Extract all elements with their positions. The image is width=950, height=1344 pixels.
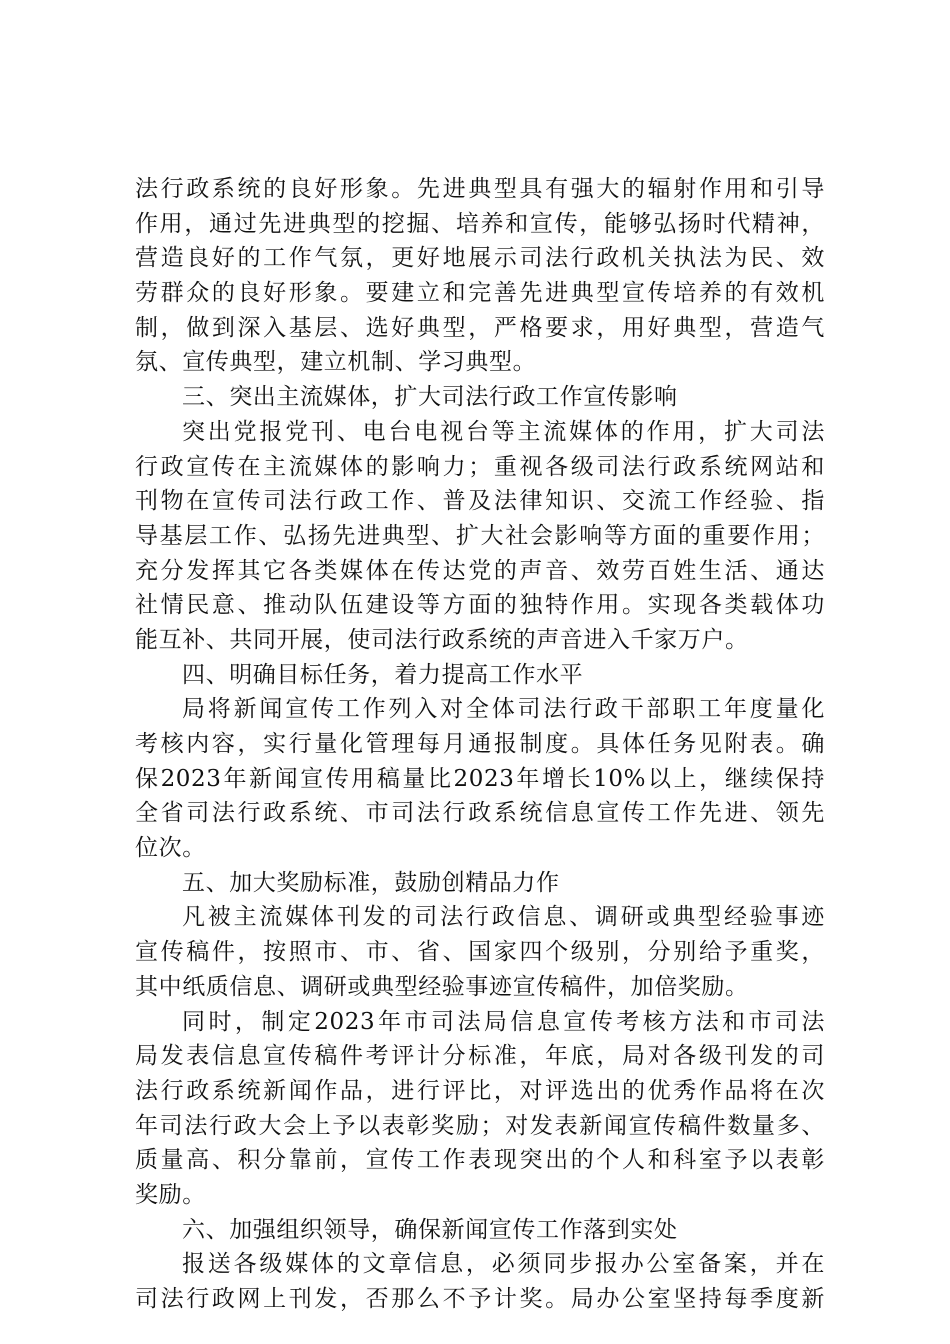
paragraph-line: 制，做到深入基层、选好典型，严格要求，用好典型，营造气 [135, 314, 825, 341]
paragraph-first-line: 突出党报党刊、电台电视台等主流媒体的作用，扩大司法 [182, 418, 825, 445]
paragraph-last-line: 位次。 [135, 835, 206, 862]
paragraph-line: 营造良好的工作气氛，更好地展示司法行政机关执法为民、效 [135, 245, 825, 272]
paragraph-first-line: 局将新闻宣传工作列入对全体司法行政干部职工年度量化 [182, 696, 825, 723]
paragraph-last-line: 奖励。 [135, 1181, 206, 1208]
section-heading: 六、加强组织领导，确保新闻宣传工作落到实处 [182, 1216, 678, 1243]
section-heading: 三、突出主流媒体，扩大司法行政工作宣传影响 [182, 384, 678, 411]
paragraph-line: 法行政系统新闻作品，进行评比，对评选出的优秀作品将在次 [135, 1077, 825, 1104]
section-heading: 五、加大奖励标准，鼓励创精品力作 [182, 869, 560, 896]
paragraph-line: 局发表信息宣传稿件考评计分标准，年底，局对各级刊发的司 [135, 1043, 825, 1070]
paragraph-line: 社情民意、推动队伍建设等方面的独特作用。实现各类载体功 [135, 592, 825, 619]
paragraph-last-line: 其中纸质信息、调研或典型经验事迹宣传稿件，加倍奖励。 [135, 973, 749, 1000]
paragraph-line: 劳群众的良好形象。要建立和完善先进典型宣传培养的有效机 [135, 280, 825, 307]
document-body [135, 172, 825, 1317]
section-heading: 四、明确目标任务，着力提高工作水平 [182, 661, 584, 688]
paragraph-line: 行政宣传在主流媒体的影响力；重视各级司法行政系统网站和 [135, 453, 825, 480]
paragraph-line: 司法行政网上刊发，否那么不予计奖。局办公室坚持每季度新 [135, 1286, 825, 1312]
paragraph-line: 作用，通过先进典型的挖掘、培养和宣传，能够弘扬时代精神， [135, 210, 825, 237]
paragraph-line: 宣传稿件，按照市、市、省、国家四个级别，分别给予重奖， [135, 939, 825, 966]
paragraph-line: 质量高、积分靠前，宣传工作表现突出的个人和科室予以表彰 [135, 1147, 825, 1174]
paragraph-line: 法行政系统的良好形象。先进典型具有强大的辐射作用和引导 [135, 176, 825, 202]
paragraph-first-line: 同时，制定2023年市司法局信息宣传考核方法和市司法 [182, 1008, 825, 1035]
paragraph-first-line: 报送各级媒体的文章信息，必须同步报办公室备案，并在 [182, 1251, 825, 1278]
paragraph-line: 充分发挥其它各类媒体在传达党的声音、效劳百姓生活、通达 [135, 557, 825, 584]
paragraph-line: 保2023年新闻宣传用稿量比2023年增长10%以上，继续保持 [135, 765, 825, 792]
paragraph-line: 考核内容，实行量化管理每月通报制度。具体任务见附表。确 [135, 731, 825, 757]
paragraph-first-line: 凡被主流媒体刊发的司法行政信息、调研或典型经验事迹 [182, 904, 825, 931]
paragraph-last-line: 能互补、共同开展，使司法行政系统的声音进入千家万户。 [135, 626, 749, 653]
paragraph-line: 全省司法行政系统、市司法行政系统信息宣传工作先进、领先 [135, 800, 825, 827]
paragraph-line: 刊物在宣传司法行政工作、普及法律知识、交流工作经验、指 [135, 488, 825, 515]
paragraph-line: 年司法行政大会上予以表彰奖励；对发表新闻宣传稿件数量多、 [135, 1112, 825, 1139]
paragraph-line: 导基层工作、弘扬先进典型、扩大社会影响等方面的重要作用； [135, 522, 825, 549]
paragraph-last-line: 氛、宣传典型，建立机制、学习典型。 [135, 349, 537, 376]
